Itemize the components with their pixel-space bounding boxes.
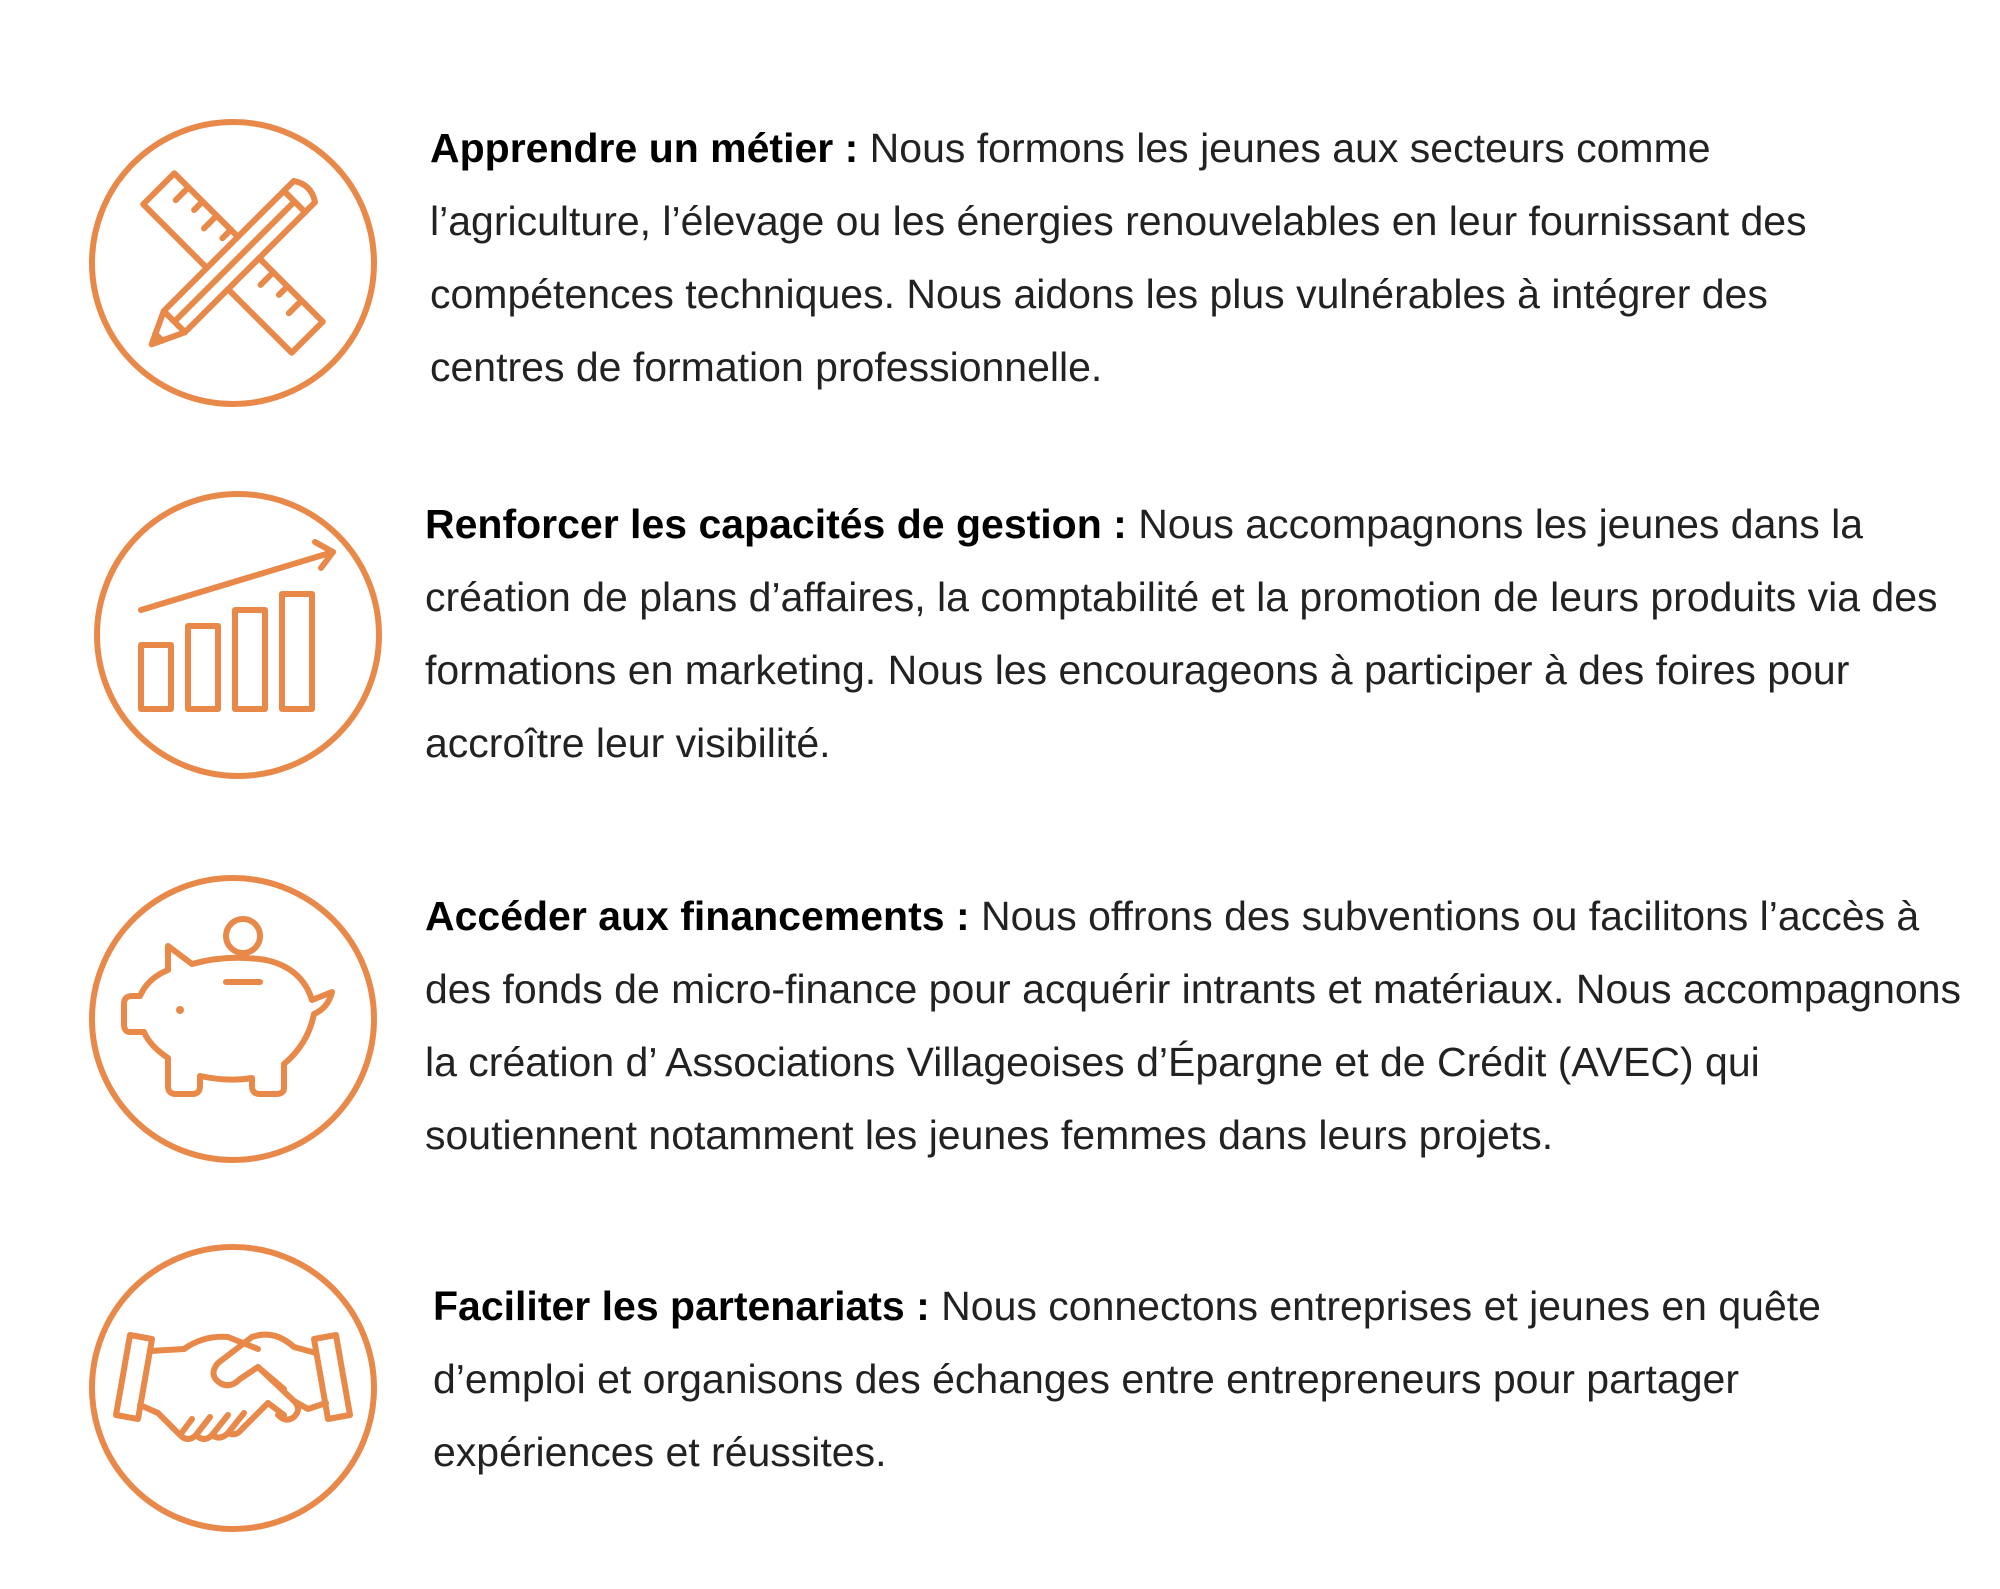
piggy-bank-icon — [88, 874, 378, 1164]
item-title: Accéder aux financements : — [425, 893, 970, 939]
item-text — [425, 488, 1985, 780]
item-body: Nous formons les jeunes aux secteurs comme l’agriculture, l’élevage ou les énergies renouvelables en leur fournissant des compétences techniques. Nous aidons les plus vulnérables à intégrer des centres de formation professionnelle. — [430, 125, 1807, 390]
item-body: Nous accompagnons les jeunes dans la création de plans d’affaires, la comptabilité et la promotion de leurs produits via des formations en marketing. Nous les encourageons à participer à des foires pour accroître leur visibilité. — [425, 501, 1938, 766]
growth-chart-icon — [93, 490, 383, 780]
item-body: Nous connectons entreprises et jeunes en quête d’emploi et organisons des échanges entre entrepreneurs pour partager expériences et réussites. — [433, 1283, 1821, 1475]
item-title: Apprendre un métier : — [430, 125, 859, 171]
item-text — [433, 1270, 1913, 1489]
item-body: Nous offrons des subventions ou facilitons l’accès à des fonds de micro-finance pour acquérir intrants et matériaux. Nous accompagnons la création d’ Associations Villageoises d’Épargne et de Crédit (AVEC) qui soutiennent notamment les jeunes femmes dans leurs projets. — [425, 893, 1962, 1158]
item-text — [425, 880, 1965, 1172]
item-title: Renforcer les capacités de gestion : — [425, 501, 1127, 547]
item-text — [430, 112, 1910, 404]
ruler-pencil-icon — [88, 118, 378, 408]
handshake-icon — [88, 1243, 378, 1533]
item-title: Faciliter les partenariats : — [433, 1283, 930, 1329]
